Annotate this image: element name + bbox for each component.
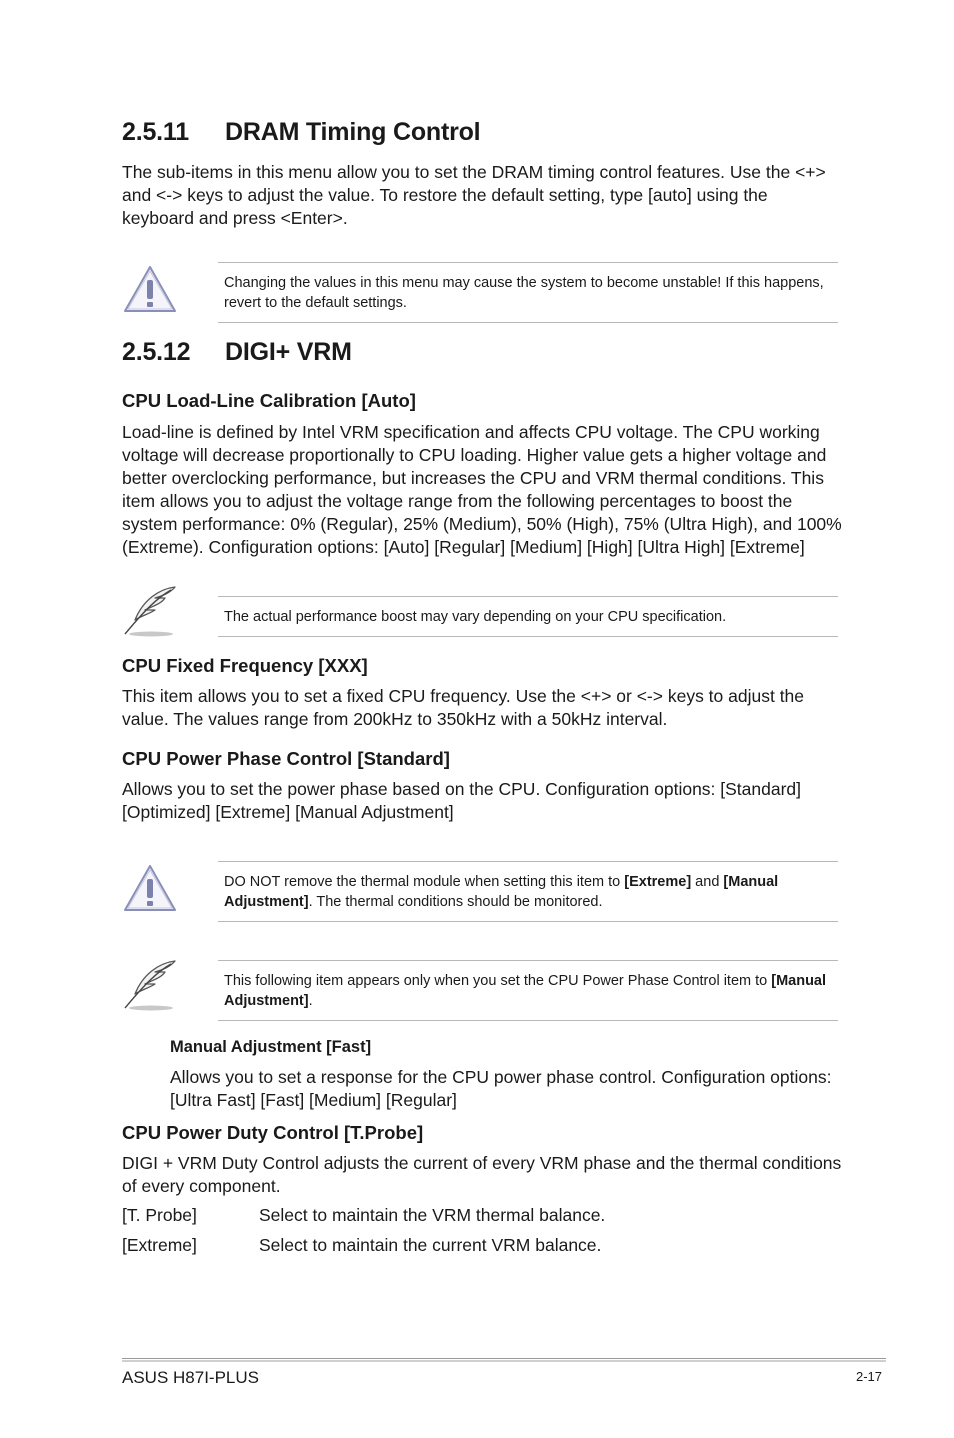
dram-paragraph: The sub-items in this menu allow you to set the DRAM timing control features. Use the <+> and <-> keys to adjust the value. To restore the default setting, type [auto] using the keyboard and press <Enter>. xyxy=(122,162,826,228)
manual-paragraph: Allows you to set a response for the CPU power phase control. Configuration options: [Ultra Fast] [Fast] [Medium] [Regular] xyxy=(170,1067,832,1110)
caution-text: Changing the values in this menu may cause the system to become unstable! If this happens, revert to the default settings. xyxy=(224,274,824,311)
caution-text-bold-extreme: [Extreme] xyxy=(624,873,692,890)
note-text-part: This following item appears only when you set the CPU Power Phase Control item to xyxy=(224,972,772,989)
section-heading-digi-vrm xyxy=(122,338,352,367)
section-number: 2.5.12 xyxy=(122,338,191,366)
section-title: DRAM Timing Control xyxy=(225,118,481,146)
feather-quill-icon xyxy=(121,584,179,638)
caution-box-phase xyxy=(218,861,838,922)
caution-triangle-icon xyxy=(123,863,177,913)
duty-heading: CPU Power Duty Control [T.Probe] xyxy=(122,1122,424,1143)
caution-text-bold-manual: [Manual Adjustment] xyxy=(224,873,779,910)
footer-page-number: 2-17 xyxy=(856,1369,883,1384)
caution-text-part: . The thermal conditions should be monitored. xyxy=(308,893,603,910)
llc-paragraph: Load-line is defined by Intel VRM specification and affects CPU voltage. The CPU working voltage will decrease proportionally to CPU loading. Higher value gets a higher voltage and better overclocking performance, but increases the CPU and VRM thermal conditions. This item allows you to adjust the voltage range from the following percentages to boost the system performance: 0% (Regular), 25% (Medium), 50% (High), 75% (Ultra High), and 100% (Extreme). Configuration options: [Auto] [Regular] [Medium] [High] [Ultra High] [Extreme] xyxy=(122,422,842,557)
freq-heading: CPU Fixed Frequency [XXX] xyxy=(122,655,368,676)
note-text xyxy=(218,971,838,1011)
manual-heading: Manual Adjustment [Fast] xyxy=(170,1038,372,1056)
note-box-llc xyxy=(218,596,838,637)
note-text: The actual performance boost may vary depending on your CPU specification. xyxy=(224,608,727,625)
caution-text-part: and xyxy=(691,873,724,890)
option-description: Select to maintain the current VRM balance. xyxy=(259,1235,602,1255)
freq-paragraph: This item allows you to set a fixed CPU frequency. Use the <+> or <-> keys to adjust the value. The values range from 200kHz to 350kHz with a 50kHz interval. xyxy=(122,686,805,729)
note-box-phase xyxy=(218,960,838,1021)
footer-product-name: ASUS H87I-PLUS xyxy=(122,1368,259,1387)
llc-heading: CPU Load-Line Calibration [Auto] xyxy=(122,390,416,411)
caution-triangle-icon xyxy=(123,264,177,314)
section-heading-dram-timing xyxy=(122,118,480,147)
option-key: [T. Probe] xyxy=(122,1205,197,1225)
feather-quill-icon xyxy=(121,958,179,1012)
phase-paragraph: Allows you to set the power phase based on the CPU. Configuration options: [Standard] [Optimized] [Extreme] [Manual Adjustment] xyxy=(122,779,802,822)
caution-box-dram xyxy=(218,262,838,323)
caution-text-part: DO NOT remove the thermal module when setting this item to xyxy=(224,873,625,890)
note-text-part: . xyxy=(308,992,313,1009)
caution-text xyxy=(218,872,838,912)
footer-rule xyxy=(122,1358,886,1362)
duty-paragraph: DIGI + VRM Duty Control adjusts the current of every VRM phase and the thermal conditions of every component. xyxy=(122,1153,842,1196)
phase-heading: CPU Power Phase Control [Standard] xyxy=(122,748,450,769)
section-number: 2.5.11 xyxy=(122,118,189,146)
option-description: Select to maintain the VRM thermal balance. xyxy=(259,1205,606,1225)
option-key: [Extreme] xyxy=(122,1235,197,1255)
note-text-bold-manual: [Manual Adjustment] xyxy=(224,972,827,1009)
section-title: DIGI+ VRM xyxy=(225,338,352,366)
